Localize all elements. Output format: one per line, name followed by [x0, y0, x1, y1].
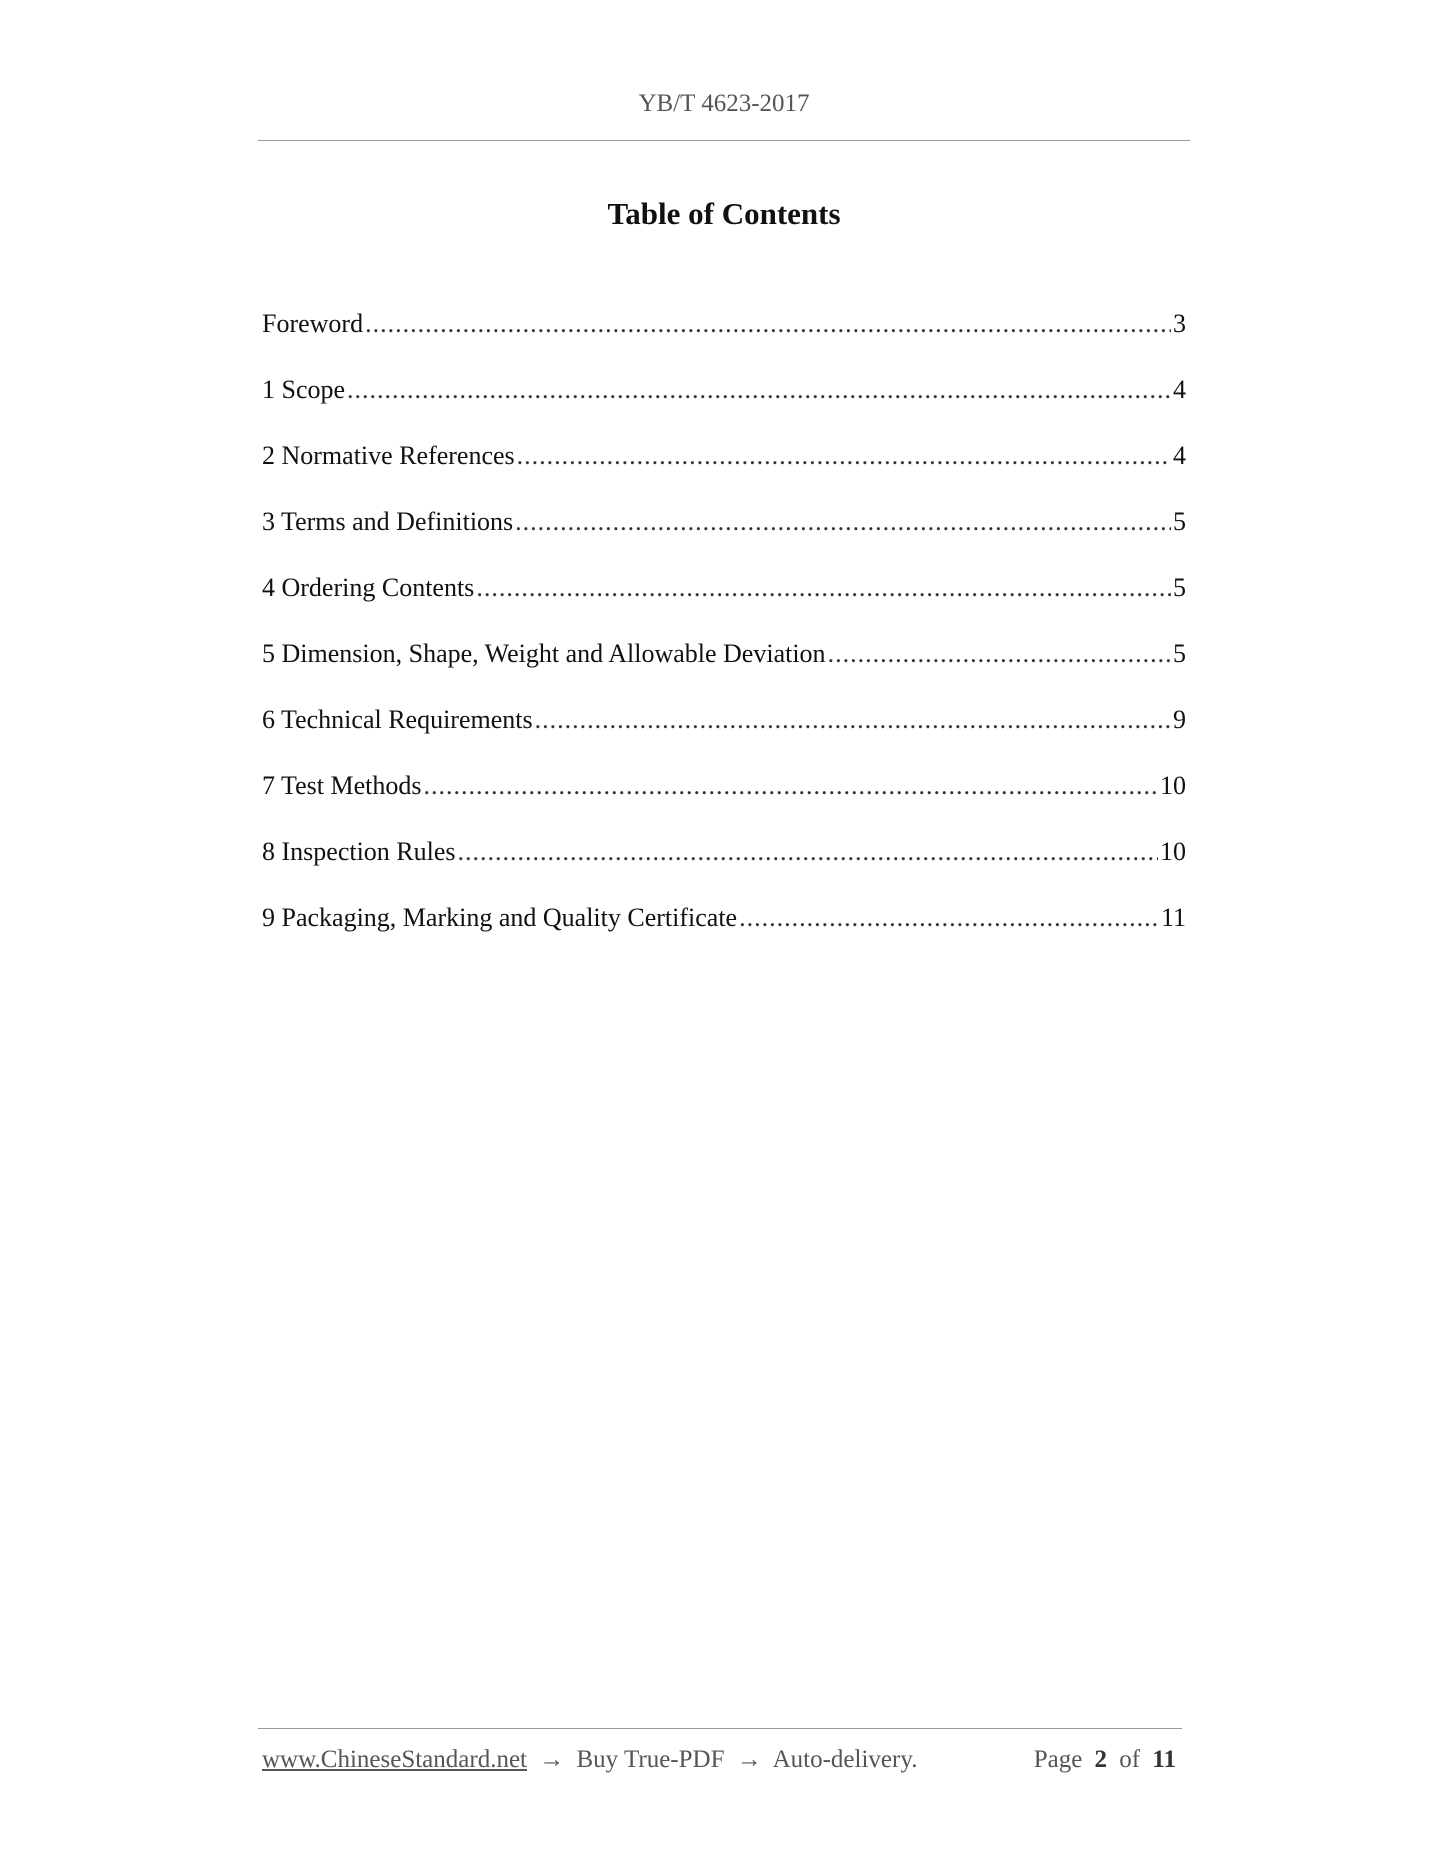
toc-dot-leader	[828, 636, 1171, 672]
toc-entry-page: 5	[1173, 573, 1186, 602]
total-pages-number: 11	[1152, 1746, 1176, 1773]
header-divider	[258, 140, 1190, 141]
toc-dot-leader	[476, 570, 1171, 606]
footer-promo	[262, 1746, 917, 1774]
current-page-number: 2	[1094, 1746, 1108, 1773]
toc-entry-normative-references[interactable]	[262, 438, 1186, 504]
toc-entry-page: 11	[1160, 903, 1186, 932]
toc-entry-inspection-rules[interactable]	[262, 834, 1186, 900]
site-link[interactable]: www.ChineseStandard.net	[262, 1746, 527, 1773]
toc-entry-page: 9	[1173, 705, 1186, 734]
toc-entry-label: 8 Inspection Rules	[262, 837, 456, 866]
arrow-right-icon: →	[539, 1746, 565, 1773]
toc-dot-leader	[517, 438, 1171, 474]
toc-dot-leader	[515, 504, 1171, 540]
toc-entry-page: 4	[1173, 375, 1186, 404]
toc-dot-leader	[458, 834, 1158, 870]
toc-entry-label: 5 Dimension, Shape, Weight and Allowable Deviation	[262, 639, 826, 668]
toc-entry-technical-requirements[interactable]	[262, 702, 1186, 768]
toc-title: Table of Contents	[607, 196, 841, 231]
toc-entry-label: 9 Packaging, Marking and Quality Certificate	[262, 903, 738, 932]
footer-divider	[258, 1728, 1182, 1729]
toc-entry-page: 5	[1173, 507, 1186, 536]
auto-delivery-text: Auto-delivery.	[772, 1746, 918, 1773]
toc-entry-ordering-contents[interactable]	[262, 570, 1186, 636]
page-number-info	[1034, 1746, 1182, 1774]
toc-entry-dimension-shape-weight[interactable]	[262, 636, 1186, 702]
toc-entry-label: 7 Test Methods	[262, 771, 422, 800]
toc-entry-terms-definitions[interactable]	[262, 504, 1186, 570]
toc-dot-leader	[535, 702, 1171, 738]
toc-entry-page: 10	[1160, 771, 1186, 800]
toc-entry-label: 3 Terms and Definitions	[262, 507, 514, 536]
toc-dot-leader	[365, 306, 1171, 342]
toc-entry-page: 4	[1173, 441, 1186, 470]
toc-entry-page: 5	[1173, 639, 1186, 668]
toc-entry-label: 1 Scope	[262, 375, 346, 404]
buy-true-pdf-text: Buy True-PDF	[576, 1746, 725, 1773]
toc-entry-test-methods[interactable]	[262, 768, 1186, 834]
toc-entry-foreword[interactable]	[262, 306, 1186, 372]
toc-entry-page: 10	[1160, 837, 1186, 866]
toc-dot-leader	[423, 768, 1158, 804]
toc-entry-label: 6 Technical Requirements	[262, 705, 533, 734]
toc-dot-leader	[347, 372, 1171, 408]
toc-entry-packaging-marking[interactable]	[262, 900, 1186, 966]
arrow-right-icon: →	[736, 1746, 762, 1773]
toc-entry-label: 2 Normative References	[262, 441, 515, 470]
toc-entry-page: 3	[1173, 309, 1186, 338]
toc-entry-label: 4 Ordering Contents	[262, 573, 475, 602]
toc-dot-leader	[739, 900, 1159, 936]
page-footer	[262, 1746, 1182, 1774]
page-word: Page	[1033, 1746, 1083, 1773]
of-word: of	[1119, 1746, 1141, 1773]
toc-list	[262, 306, 1186, 966]
toc-entry-scope[interactable]	[262, 372, 1186, 438]
page-header-doc-code: YB/T 4623-2017	[638, 90, 810, 117]
toc-entry-label: Foreword	[262, 309, 364, 338]
